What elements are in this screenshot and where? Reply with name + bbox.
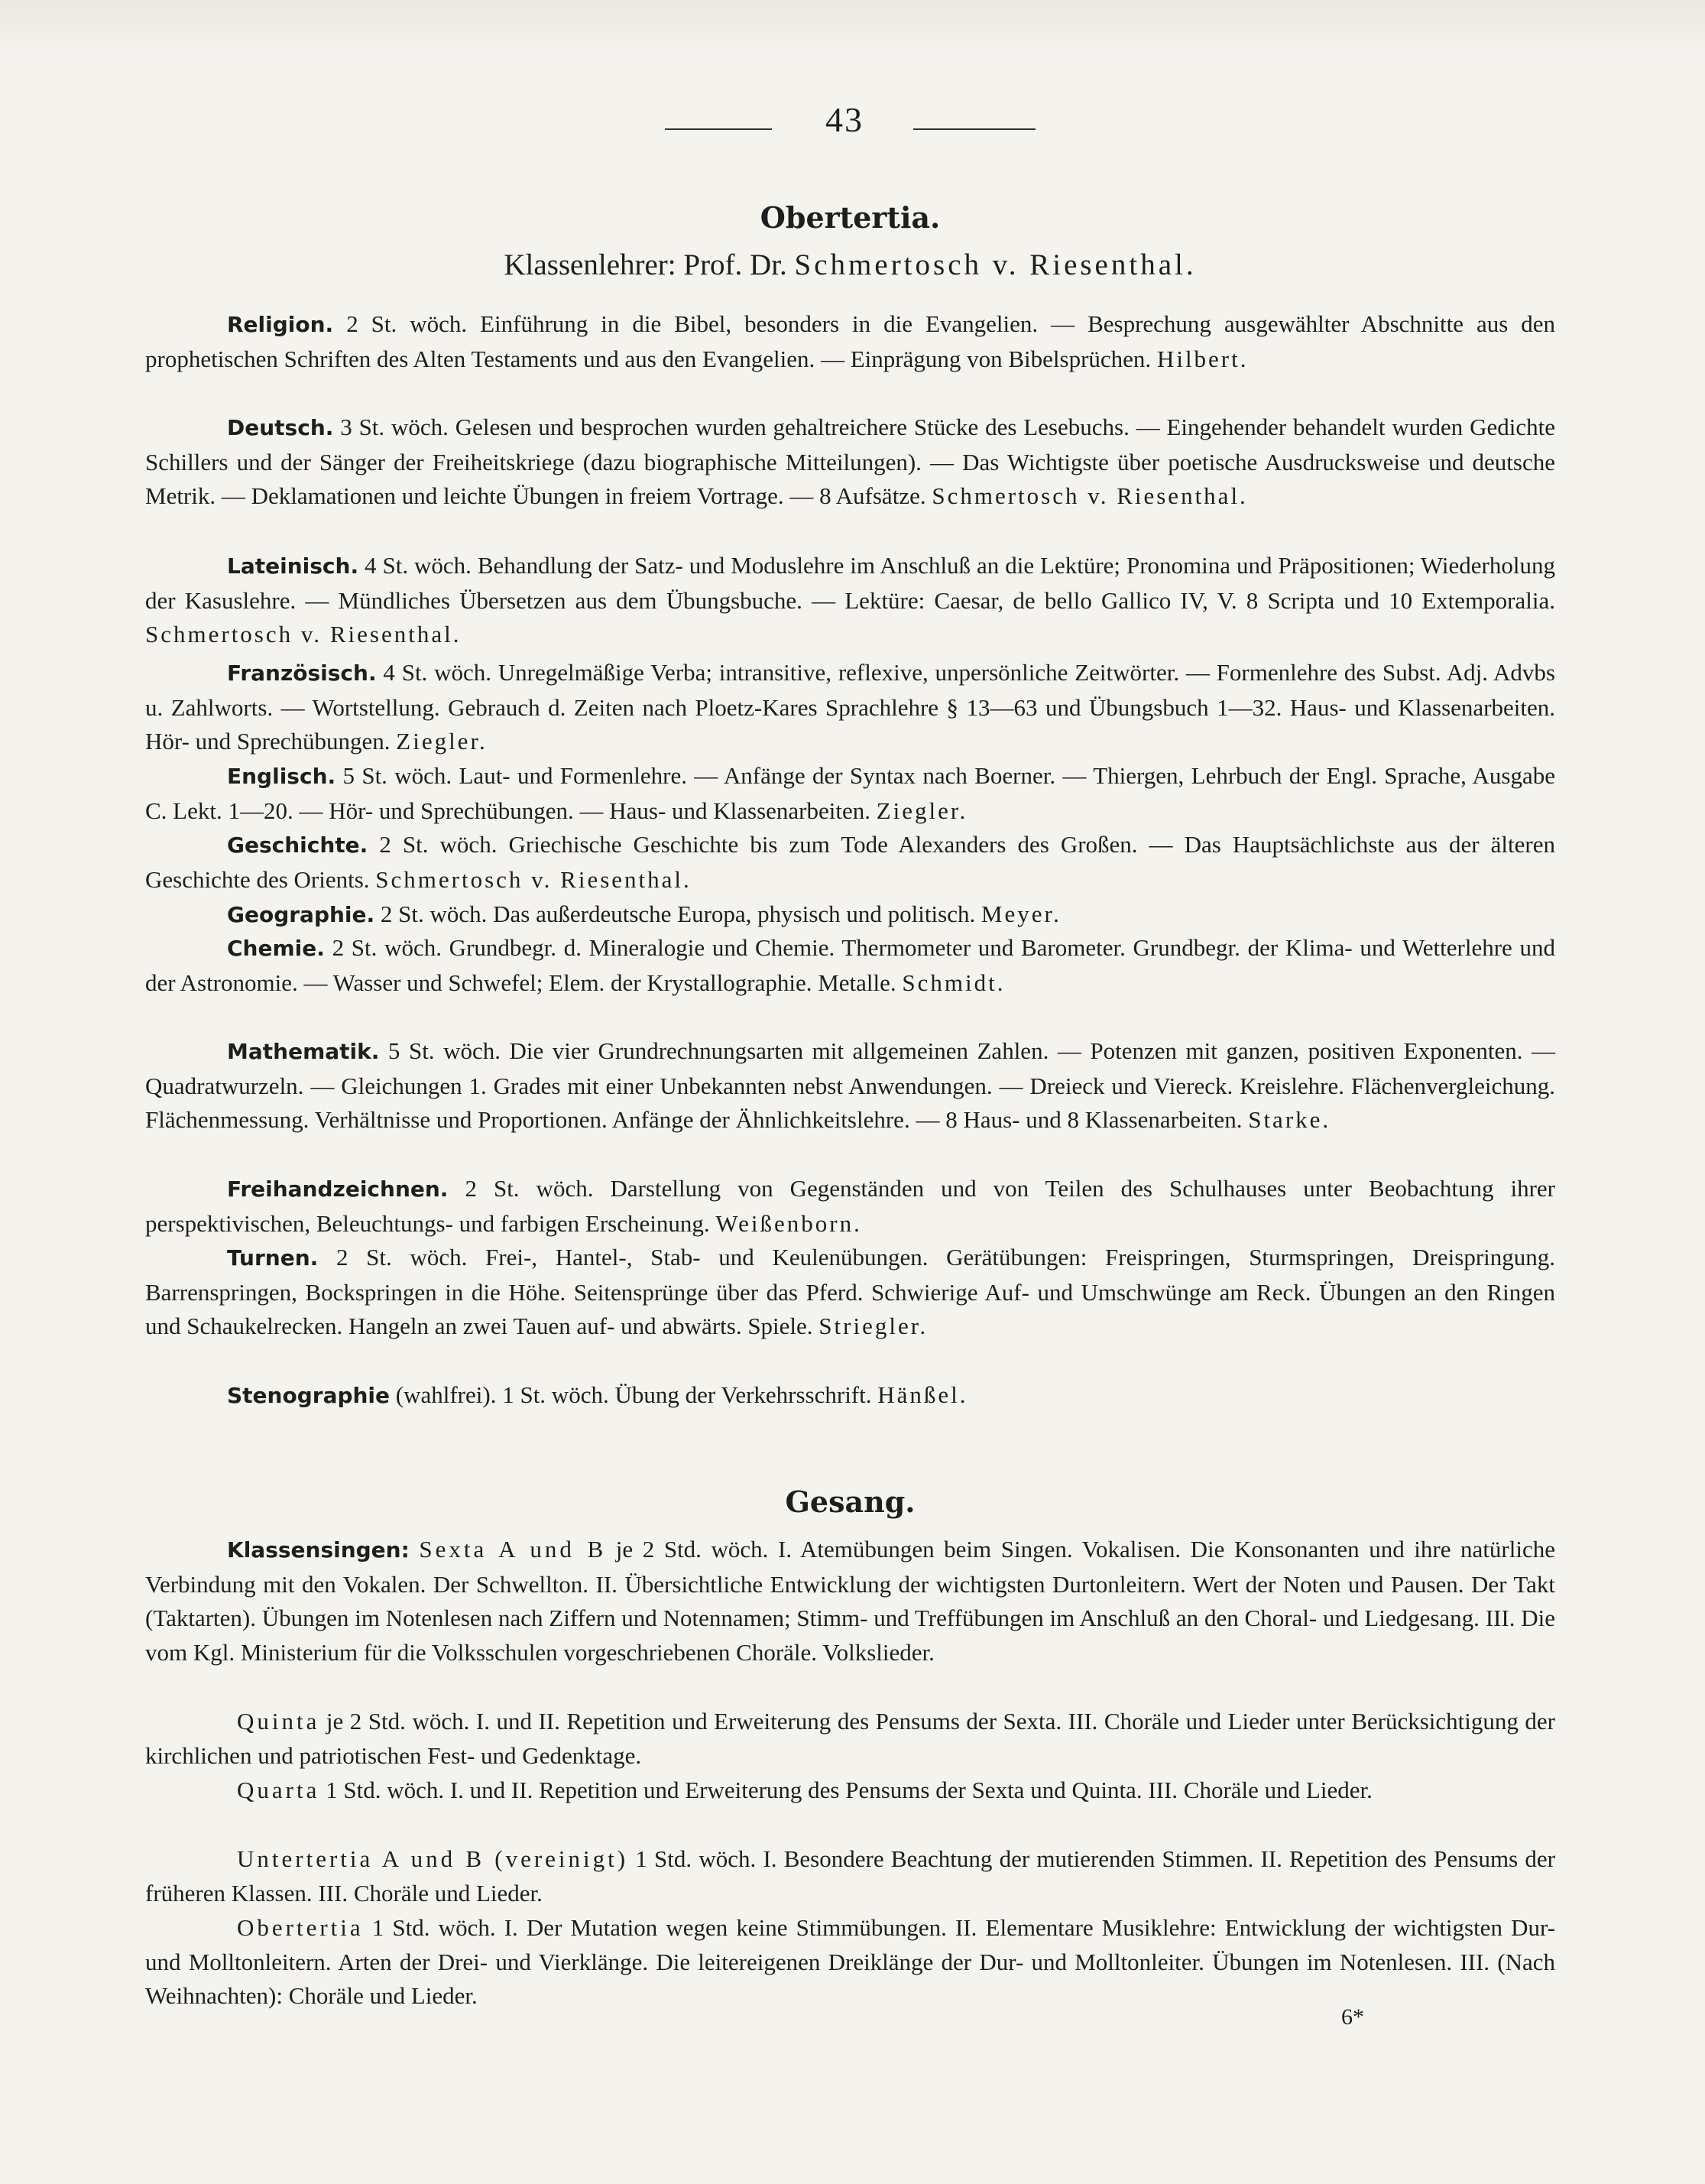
section-heading-obertertia: Obertertia.	[760, 200, 941, 235]
subject-name: Geschichte.	[227, 832, 368, 858]
subject-name: Deutsch.	[227, 415, 334, 440]
subject-text: 2 St. wöch. Grundbegr. d. Mineralogie und Chemie. Thermometer und Barometer. Grundbegr. der Klima- und Wetterlehre und der Astronomie. — Wasser und Schwefel; Elem. der Krystallographie. Metalle.	[145, 934, 1555, 996]
gesang-label: Klassensingen:	[227, 1537, 410, 1563]
subject-teacher: Ziegler.	[876, 797, 968, 824]
subject-text: 2 St. wöch. Darstellung von Gegenständen und von Teilen des Schulhauses unter Beobachtung ihrer perspektivischen, Beleuchtungs- und farbigen Erscheinung.	[145, 1175, 1555, 1237]
gesang-untertertia	[145, 1842, 1555, 1910]
subject-lateinisch	[145, 549, 1555, 652]
subject-teacher: Weißenborn.	[715, 1209, 862, 1237]
subject-teacher: Hänßel.	[877, 1381, 968, 1408]
subject-name: Mathematik.	[227, 1039, 380, 1064]
subject-deutsch	[145, 411, 1555, 514]
gesang-text: je 2 Std. wöch. I. und II. Repetition und Erweiterung des Pensums der Sexta. III. Choräle und Lieder unter Berücksichtigung der kirchlichen und patriotischen Fest- und Gedenktage.	[145, 1708, 1556, 1769]
header-rule-right	[913, 128, 1036, 130]
gesang-text: 1 Std. wöch. I. und II. Repetition und Erweiterung des Pensums der Sexta und Quinta. III. Choräle und Lieder.	[326, 1777, 1373, 1803]
gesang-sexta	[145, 1533, 1555, 1670]
subject-englisch	[145, 759, 1555, 828]
subject-teacher: Schmertosch v. Riesenthal.	[932, 482, 1248, 509]
subject-turnen	[145, 1241, 1555, 1344]
subject-religion	[145, 307, 1555, 376]
subject-text: 2 St. wöch. Das außerdeutsche Europa, physisch und politisch.	[380, 901, 976, 927]
subject-stenographie	[145, 1378, 1555, 1413]
class-teacher-line	[145, 248, 1555, 282]
subject-text: 5 St. wöch. Laut- und Formenlehre. — Anfänge der Syntax nach Boerner. — Thiergen, Lehrbuch der Engl. Sprache, Ausgabe C. Lekt. 1—20. — Hör- und Sprechübungen. — Haus- und Klassenarbeiten.	[145, 762, 1555, 824]
subject-teacher: Schmidt.	[902, 969, 1006, 996]
subject-franzoesisch	[145, 656, 1555, 759]
subject-chemie	[145, 931, 1555, 1000]
subject-teacher: Ziegler.	[396, 728, 488, 755]
subject-geschichte	[145, 828, 1555, 897]
subject-text: 4 St. wöch. Behandlung der Satz- und Moduslehre im Anschluß an die Lektüre; Pronomina und Präpositionen; Wiederholung der Kasuslehre. — Mündliches Übersetzen aus dem Übungsbuche. — Lektüre: Caesar, de bello Gallico IV, V. 8 Scripta und 10 Extemporalia.	[145, 552, 1555, 614]
subject-teacher: Hilbert.	[1156, 345, 1249, 372]
gesang-text: 1 Std. wöch. I. Der Mutation wegen keine Stimmübungen. II. Elementare Musiklehre: Entwicklung der wichtigsten Dur- und Molltonleitern. Arten der Drei- und Vierklänge. Die leitereigenen Dreiklänge der Dur- und Molltonleiter. Übungen im Notenlesen. III. (Nach Weihnachten): Choräle und Lieder.	[145, 1914, 1555, 2009]
gesang-class-name: Sexta A und B	[419, 1536, 607, 1563]
paper-edge-shading	[0, 0, 1705, 61]
gesang-class-name: Obertertia	[237, 1914, 364, 1941]
signature-mark: 6*	[1341, 2004, 1364, 2030]
gesang-class-name: Quinta	[237, 1708, 320, 1735]
subject-teacher: Schmertosch v. Riesenthal.	[145, 621, 462, 647]
subject-teacher: Striegler.	[818, 1313, 929, 1339]
subject-name: Englisch.	[227, 764, 336, 789]
subject-text: 5 St. wöch. Die vier Grundrechnungsarten mit allgemeinen Zahlen. — Potenzen mit ganzen, positiven Exponenten. — Quadratwurzeln. — Gleichungen 1. Grades mit einer Unbekannten nebst Anwendungen. — Dreieck und Viereck. Kreislehre. Flächenvergleichung. Flächenmessung. Verhältnisse und Proportionen. Anfänge der Ähnlichkeitslehre. — 8 Haus- und 8 Klassenarbeiten.	[145, 1037, 1555, 1133]
subject-name: Turnen.	[227, 1245, 319, 1270]
subject-geographie	[145, 897, 1555, 933]
subject-teacher: Meyer.	[981, 901, 1062, 927]
subject-freihandzeichnen	[145, 1172, 1555, 1241]
subject-text: 2 St. wöch. Griechische Geschichte bis zum Tode Alexanders des Großen. — Das Hauptsächlichste aus der älteren Geschichte des Orients.	[145, 831, 1555, 893]
gesang-text: 1 Std. wöch. I. Besondere Beachtung der mutierenden Stimmen. II. Repetition des Pensums der früheren Klassen. III. Choräle und Lieder.	[145, 1845, 1555, 1907]
page-number: 43	[825, 100, 864, 139]
header-rule-left	[665, 128, 772, 130]
subject-text: 4 St. wöch. Unregelmäßige Verba; intransitive, reflexive, unpersönliche Zeitwörter. — Formenlehre des Subst. Adj. Advbs u. Zahlworts. — Wortstellung. Gebrauch d. Zeiten nach Ploetz-Kares Sprachlehre § 13—63 und Übungsbuch 1—32. Haus- und Klassenarbeiten. Hör- und Sprechübungen.	[145, 659, 1555, 755]
gesang-quarta	[145, 1773, 1555, 1808]
section-heading-gesang: Gesang.	[785, 1485, 916, 1519]
subject-name: Religion.	[227, 312, 334, 337]
subject-name: Freihandzeichnen.	[227, 1176, 449, 1202]
class-teacher-name: Schmertosch v. Riesenthal.	[794, 248, 1197, 281]
subject-name: Chemie.	[227, 936, 325, 961]
subject-teacher: Schmertosch v. Riesenthal.	[375, 865, 692, 893]
subject-name: Geographie.	[227, 902, 375, 927]
gesang-obertertia	[145, 1911, 1555, 2014]
subject-text: 3 St. wöch. Gelesen und besprochen wurden gehaltreichere Stücke des Lesebuchs. — Eingehender behandelt wurden Gedichte Schillers und der Sänger der Freiheitskriege (dazu biographische Mitteilungen). — Das Wichtigste über poetische Ausdrucksweise und deutsche Metrik. — Deklamationen und leichte Übungen in freiem Vortrage. — 8 Aufsätze.	[145, 414, 1556, 509]
gesang-text: je 2 Std. wöch. I. Atemübungen beim Singen. Vokalisen. Die Konsonanten und ihre natürliche Verbindung mit den Vokalen. Der Schwellton. II. Übersichtliche Entwicklung der wichtigsten Durtonleitern. Wert der Noten und Pausen. Der Takt (Taktarten). Übungen im Notenlesen nach Ziffern und Notennamen; Stimm- und Treffübungen im Anschluß an den Choral- und Liedgesang. III. Die vom Kgl. Ministerium für die Volksschulen vorgeschriebenen Choräle. Volkslieder.	[145, 1536, 1556, 1666]
class-teacher-label: Klassenlehrer: Prof. Dr.	[504, 248, 787, 281]
gesang-quinta	[145, 1705, 1555, 1773]
subject-name: Lateinisch.	[227, 553, 359, 579]
subject-teacher: Starke.	[1248, 1106, 1331, 1133]
gesang-class-name: Quarta	[237, 1777, 320, 1803]
subject-name: Stenographie	[227, 1383, 391, 1408]
subject-mathematik	[145, 1034, 1555, 1137]
subject-name: Französisch.	[227, 660, 377, 686]
gesang-class-name: Untertertia A und B (vereinigt)	[237, 1845, 629, 1872]
page-header	[145, 99, 1555, 145]
subject-text: 2 St. wöch. Frei-, Hantel-, Stab- und Keulenübungen. Gerätübungen: Freispringen, Sturmspringen, Dreispringung. Barrenspringen, Bockspringen in die Höhe. Seitensprünge über das Pferd. Schwierige Auf- und Umschwünge am Reck. Übungen an den Ringen und Schaukelrecken. Hangeln an zwei Tauen auf- und abwärts. Spiele.	[145, 1244, 1556, 1339]
subject-text: (wahlfrei). 1 St. wöch. Übung der Verkehrsschrift.	[395, 1381, 872, 1408]
subject-text: 2 St. wöch. Einführung in die Bibel, besonders in die Evangelien. — Besprechung ausgewählter Abschnitte aus den prophetischen Schriften des Alten Testaments und aus den Evangelien. — Einprägung von Bibelsprüchen.	[145, 310, 1556, 372]
